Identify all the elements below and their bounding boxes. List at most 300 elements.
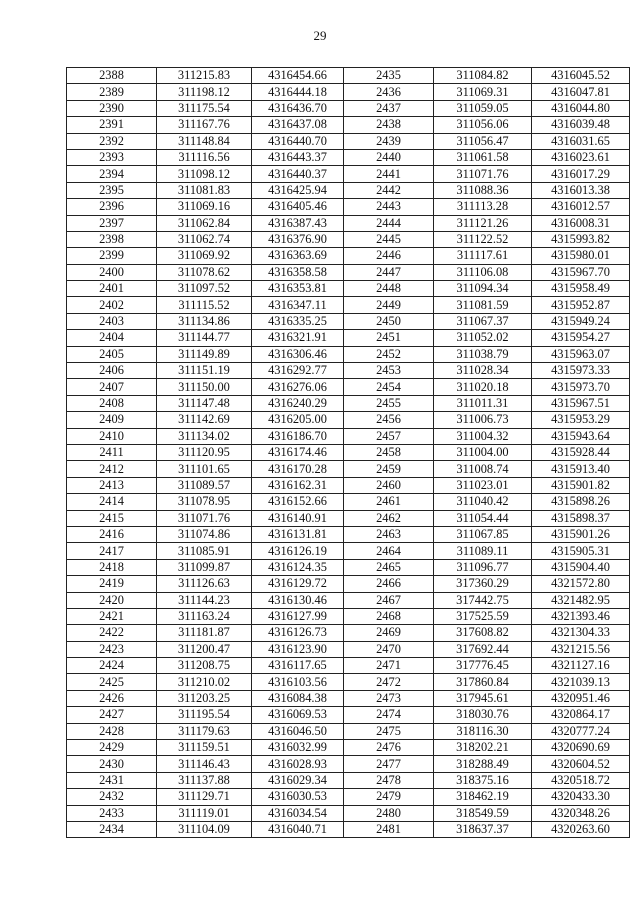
- x-coordinate-cell: 318375.16: [434, 772, 532, 788]
- table-row: [67, 313, 344, 329]
- x-coordinate-cell: 311122.52: [434, 231, 532, 247]
- x-coordinate-cell: 311061.58: [434, 149, 532, 165]
- point-number-cell: 2468: [344, 608, 434, 624]
- y-coordinate-cell: 4316405.46: [252, 199, 344, 215]
- point-number-cell: 2413: [67, 477, 157, 493]
- y-coordinate-cell: 4315954.27: [532, 330, 630, 346]
- table-row: [67, 756, 344, 772]
- x-coordinate-cell: 311179.63: [157, 723, 252, 739]
- x-coordinate-cell: 311119.01: [157, 805, 252, 821]
- x-coordinate-cell: 311038.79: [434, 346, 532, 362]
- point-number-cell: 2441: [344, 166, 434, 182]
- x-coordinate-cell: 311195.54: [157, 707, 252, 723]
- point-number-cell: 2479: [344, 789, 434, 805]
- x-coordinate-cell: 311117.61: [434, 248, 532, 264]
- point-number-cell: 2429: [67, 740, 157, 756]
- table-row: [67, 182, 344, 198]
- point-number-cell: 2395: [67, 182, 157, 198]
- point-number-cell: 2449: [344, 297, 434, 313]
- table-row: [67, 723, 344, 739]
- table-row: [344, 395, 630, 411]
- y-coordinate-cell: 4315913.40: [532, 461, 630, 477]
- y-coordinate-cell: 4320604.52: [532, 756, 630, 772]
- y-coordinate-cell: 4316044.80: [532, 100, 630, 116]
- x-coordinate-cell: 311151.19: [157, 363, 252, 379]
- point-number-cell: 2437: [344, 100, 434, 116]
- point-number-cell: 2411: [67, 444, 157, 460]
- point-number-cell: 2391: [67, 117, 157, 133]
- x-coordinate-cell: 311144.23: [157, 592, 252, 608]
- y-coordinate-cell: 4316031.65: [532, 133, 630, 149]
- x-coordinate-cell: 311084.82: [434, 68, 532, 84]
- x-coordinate-cell: 311104.09: [157, 821, 252, 837]
- x-coordinate-cell: 311062.74: [157, 231, 252, 247]
- y-coordinate-cell: 4315967.70: [532, 264, 630, 280]
- x-coordinate-cell: 311175.54: [157, 100, 252, 116]
- table-row: [67, 707, 344, 723]
- x-coordinate-cell: 318288.49: [434, 756, 532, 772]
- x-coordinate-cell: 311004.32: [434, 428, 532, 444]
- y-coordinate-cell: 4316240.29: [252, 395, 344, 411]
- y-coordinate-cell: 4316437.08: [252, 117, 344, 133]
- table-row: [67, 821, 344, 837]
- page-number: 29: [313, 28, 327, 43]
- y-coordinate-cell: 4316186.70: [252, 428, 344, 444]
- x-coordinate-cell: 311067.85: [434, 526, 532, 542]
- point-number-cell: 2407: [67, 379, 157, 395]
- point-number-cell: 2464: [344, 543, 434, 559]
- x-coordinate-cell: 311113.28: [434, 199, 532, 215]
- y-coordinate-cell: 4316129.72: [252, 576, 344, 592]
- table-row: [344, 805, 630, 821]
- point-number-cell: 2439: [344, 133, 434, 149]
- table-row: [344, 182, 630, 198]
- y-coordinate-cell: 4316123.90: [252, 641, 344, 657]
- y-coordinate-cell: 4316069.53: [252, 707, 344, 723]
- table-row: [344, 149, 630, 165]
- point-number-cell: 2446: [344, 248, 434, 264]
- x-coordinate-cell: 311088.36: [434, 182, 532, 198]
- table-row: [67, 363, 344, 379]
- point-number-cell: 2423: [67, 641, 157, 657]
- point-number-cell: 2414: [67, 494, 157, 510]
- y-coordinate-cell: 4321393.46: [532, 608, 630, 624]
- table-row: [67, 526, 344, 542]
- point-number-cell: 2408: [67, 395, 157, 411]
- table-row: [344, 281, 630, 297]
- y-coordinate-cell: 4315993.82: [532, 231, 630, 247]
- y-coordinate-cell: 4315943.64: [532, 428, 630, 444]
- y-coordinate-cell: 4316029.34: [252, 772, 344, 788]
- table-row: [67, 674, 344, 690]
- x-coordinate-cell: 311210.02: [157, 674, 252, 690]
- x-coordinate-cell: 311069.16: [157, 199, 252, 215]
- y-coordinate-cell: 4316425.94: [252, 182, 344, 198]
- table-row: [344, 821, 630, 837]
- table-row: [67, 346, 344, 362]
- y-coordinate-cell: 4316034.54: [252, 805, 344, 821]
- y-coordinate-cell: 4316013.38: [532, 182, 630, 198]
- x-coordinate-cell: 311167.76: [157, 117, 252, 133]
- x-coordinate-cell: 311078.62: [157, 264, 252, 280]
- x-coordinate-cell: 311120.95: [157, 444, 252, 460]
- y-coordinate-cell: 4315952.87: [532, 297, 630, 313]
- point-number-cell: 2475: [344, 723, 434, 739]
- table-row: [344, 231, 630, 247]
- table-row: [67, 199, 344, 215]
- point-number-cell: 2419: [67, 576, 157, 592]
- table-row: [344, 756, 630, 772]
- table-row: [344, 117, 630, 133]
- x-coordinate-cell: 318637.37: [434, 821, 532, 837]
- point-number-cell: 2450: [344, 313, 434, 329]
- x-coordinate-cell: 311028.34: [434, 363, 532, 379]
- y-coordinate-cell: 4316443.37: [252, 149, 344, 165]
- point-number-cell: 2467: [344, 592, 434, 608]
- point-number-cell: 2427: [67, 707, 157, 723]
- table-row: [344, 543, 630, 559]
- point-number-cell: 2476: [344, 740, 434, 756]
- x-coordinate-cell: 311056.06: [434, 117, 532, 133]
- y-coordinate-cell: 4316306.46: [252, 346, 344, 362]
- y-coordinate-cell: 4316117.65: [252, 658, 344, 674]
- point-number-cell: 2443: [344, 199, 434, 215]
- x-coordinate-cell: 311163.24: [157, 608, 252, 624]
- table-row: [344, 68, 630, 84]
- y-coordinate-cell: 4316047.81: [532, 84, 630, 100]
- point-number-cell: 2405: [67, 346, 157, 362]
- point-number-cell: 2418: [67, 559, 157, 575]
- point-number-cell: 2402: [67, 297, 157, 313]
- x-coordinate-cell: 311069.31: [434, 84, 532, 100]
- table-row: [67, 543, 344, 559]
- x-coordinate-cell: 311094.34: [434, 281, 532, 297]
- table-row: [344, 526, 630, 542]
- x-coordinate-cell: 311040.42: [434, 494, 532, 510]
- table-row: [344, 346, 630, 362]
- y-coordinate-cell: 4316103.56: [252, 674, 344, 690]
- x-coordinate-cell: 311074.86: [157, 526, 252, 542]
- table-row: [67, 248, 344, 264]
- point-number-cell: 2460: [344, 477, 434, 493]
- y-coordinate-cell: 4315949.24: [532, 313, 630, 329]
- point-number-cell: 2389: [67, 84, 157, 100]
- table-row: [67, 100, 344, 116]
- table-row: [344, 494, 630, 510]
- point-number-cell: 2474: [344, 707, 434, 723]
- table-row: [67, 297, 344, 313]
- coordinates-table-left: [66, 67, 344, 838]
- x-coordinate-cell: 311004.00: [434, 444, 532, 460]
- y-coordinate-cell: 4320518.72: [532, 772, 630, 788]
- x-coordinate-cell: 311148.84: [157, 133, 252, 149]
- table-row: [344, 428, 630, 444]
- point-number-cell: 2440: [344, 149, 434, 165]
- point-number-cell: 2434: [67, 821, 157, 837]
- table-row: [344, 199, 630, 215]
- x-coordinate-cell: 311101.65: [157, 461, 252, 477]
- point-number-cell: 2457: [344, 428, 434, 444]
- y-coordinate-cell: 4316170.28: [252, 461, 344, 477]
- point-number-cell: 2399: [67, 248, 157, 264]
- point-number-cell: 2445: [344, 231, 434, 247]
- table-row: [67, 231, 344, 247]
- point-number-cell: 2410: [67, 428, 157, 444]
- point-number-cell: 2421: [67, 608, 157, 624]
- table-row: [67, 625, 344, 641]
- point-number-cell: 2459: [344, 461, 434, 477]
- y-coordinate-cell: 4316126.19: [252, 543, 344, 559]
- table-row: [344, 723, 630, 739]
- point-number-cell: 2438: [344, 117, 434, 133]
- x-coordinate-cell: 311200.47: [157, 641, 252, 657]
- point-number-cell: 2472: [344, 674, 434, 690]
- table-row: [67, 559, 344, 575]
- x-coordinate-cell: 311096.77: [434, 559, 532, 575]
- table-row: [344, 641, 630, 657]
- y-coordinate-cell: 4316045.52: [532, 68, 630, 84]
- point-number-cell: 2462: [344, 510, 434, 526]
- y-coordinate-cell: 4321572.80: [532, 576, 630, 592]
- point-number-cell: 2390: [67, 100, 157, 116]
- x-coordinate-cell: 318030.76: [434, 707, 532, 723]
- point-number-cell: 2466: [344, 576, 434, 592]
- x-coordinate-cell: 311062.84: [157, 215, 252, 231]
- x-coordinate-cell: 317360.29: [434, 576, 532, 592]
- y-coordinate-cell: 4316387.43: [252, 215, 344, 231]
- point-number-cell: 2470: [344, 641, 434, 657]
- table-row: [67, 84, 344, 100]
- x-coordinate-cell: 311129.71: [157, 789, 252, 805]
- table-row: [344, 625, 630, 641]
- x-coordinate-cell: 311081.59: [434, 297, 532, 313]
- x-coordinate-cell: 311056.47: [434, 133, 532, 149]
- point-number-cell: 2428: [67, 723, 157, 739]
- y-coordinate-cell: 4316124.35: [252, 559, 344, 575]
- y-coordinate-cell: 4315898.26: [532, 494, 630, 510]
- x-coordinate-cell: 311198.12: [157, 84, 252, 100]
- point-number-cell: 2397: [67, 215, 157, 231]
- y-coordinate-cell: 4321127.16: [532, 658, 630, 674]
- x-coordinate-cell: 311069.92: [157, 248, 252, 264]
- y-coordinate-cell: 4316152.66: [252, 494, 344, 510]
- y-coordinate-cell: 4316440.37: [252, 166, 344, 182]
- y-coordinate-cell: 4315963.07: [532, 346, 630, 362]
- point-number-cell: 2454: [344, 379, 434, 395]
- table-row: [67, 510, 344, 526]
- y-coordinate-cell: 4316039.48: [532, 117, 630, 133]
- point-number-cell: 2465: [344, 559, 434, 575]
- x-coordinate-cell: 311126.63: [157, 576, 252, 592]
- point-number-cell: 2477: [344, 756, 434, 772]
- y-coordinate-cell: 4316454.66: [252, 68, 344, 84]
- point-number-cell: 2471: [344, 658, 434, 674]
- y-coordinate-cell: 4316205.00: [252, 412, 344, 428]
- x-coordinate-cell: 317776.45: [434, 658, 532, 674]
- y-coordinate-cell: 4315905.31: [532, 543, 630, 559]
- table-row: [344, 166, 630, 182]
- table-row: [67, 68, 344, 84]
- y-coordinate-cell: 4320348.26: [532, 805, 630, 821]
- point-number-cell: 2415: [67, 510, 157, 526]
- y-coordinate-cell: 4321482.95: [532, 592, 630, 608]
- point-number-cell: 2393: [67, 149, 157, 165]
- table-row: [344, 297, 630, 313]
- x-coordinate-cell: 311144.77: [157, 330, 252, 346]
- y-coordinate-cell: 4320864.17: [532, 707, 630, 723]
- table-row: [344, 313, 630, 329]
- x-coordinate-cell: 311081.83: [157, 182, 252, 198]
- table-row: [344, 248, 630, 264]
- table-row: [344, 674, 630, 690]
- x-coordinate-cell: 318549.59: [434, 805, 532, 821]
- table-row: [67, 789, 344, 805]
- table-row: [344, 559, 630, 575]
- y-coordinate-cell: 4316126.73: [252, 625, 344, 641]
- point-number-cell: 2416: [67, 526, 157, 542]
- point-number-cell: 2388: [67, 68, 157, 84]
- y-coordinate-cell: 4316363.69: [252, 248, 344, 264]
- y-coordinate-cell: 4316347.11: [252, 297, 344, 313]
- x-coordinate-cell: 311134.86: [157, 313, 252, 329]
- table-row: [67, 166, 344, 182]
- table-row: [344, 608, 630, 624]
- y-coordinate-cell: 4316353.81: [252, 281, 344, 297]
- x-coordinate-cell: 318202.21: [434, 740, 532, 756]
- x-coordinate-cell: 311159.51: [157, 740, 252, 756]
- table-row: [344, 444, 630, 460]
- x-coordinate-cell: 317608.82: [434, 625, 532, 641]
- point-number-cell: 2469: [344, 625, 434, 641]
- x-coordinate-cell: 311215.83: [157, 68, 252, 84]
- point-number-cell: 2433: [67, 805, 157, 821]
- y-coordinate-cell: 4316131.81: [252, 526, 344, 542]
- x-coordinate-cell: 311059.05: [434, 100, 532, 116]
- point-number-cell: 2430: [67, 756, 157, 772]
- point-number-cell: 2480: [344, 805, 434, 821]
- point-number-cell: 2401: [67, 281, 157, 297]
- x-coordinate-cell: 311208.75: [157, 658, 252, 674]
- y-coordinate-cell: 4315898.37: [532, 510, 630, 526]
- y-coordinate-cell: 4315901.26: [532, 526, 630, 542]
- y-coordinate-cell: 4316140.91: [252, 510, 344, 526]
- x-coordinate-cell: 317860.84: [434, 674, 532, 690]
- y-coordinate-cell: 4316162.31: [252, 477, 344, 493]
- y-coordinate-cell: 4316321.91: [252, 330, 344, 346]
- point-number-cell: 2404: [67, 330, 157, 346]
- y-coordinate-cell: 4316023.61: [532, 149, 630, 165]
- x-coordinate-cell: 311098.12: [157, 166, 252, 182]
- y-coordinate-cell: 4321215.56: [532, 641, 630, 657]
- point-number-cell: 2478: [344, 772, 434, 788]
- y-coordinate-cell: 4315973.33: [532, 363, 630, 379]
- y-coordinate-cell: 4316008.31: [532, 215, 630, 231]
- point-number-cell: 2417: [67, 543, 157, 559]
- table-row: [344, 477, 630, 493]
- table-row: [344, 707, 630, 723]
- table-row: [67, 379, 344, 395]
- table-row: [344, 215, 630, 231]
- y-coordinate-cell: 4316376.90: [252, 231, 344, 247]
- table-row: [344, 592, 630, 608]
- y-coordinate-cell: 4316127.99: [252, 608, 344, 624]
- point-number-cell: 2451: [344, 330, 434, 346]
- table-row: [67, 592, 344, 608]
- table-row: [67, 494, 344, 510]
- y-coordinate-cell: 4315901.82: [532, 477, 630, 493]
- point-number-cell: 2444: [344, 215, 434, 231]
- table-row: [67, 461, 344, 477]
- point-number-cell: 2447: [344, 264, 434, 280]
- point-number-cell: 2481: [344, 821, 434, 837]
- point-number-cell: 2426: [67, 690, 157, 706]
- point-number-cell: 2436: [344, 84, 434, 100]
- table-row: [67, 608, 344, 624]
- table-row: [67, 772, 344, 788]
- point-number-cell: 2412: [67, 461, 157, 477]
- table-row: [67, 215, 344, 231]
- point-number-cell: 2396: [67, 199, 157, 215]
- x-coordinate-cell: 311116.56: [157, 149, 252, 165]
- table-row: [344, 772, 630, 788]
- table-row: [344, 576, 630, 592]
- table-row: [344, 690, 630, 706]
- table-row: [344, 658, 630, 674]
- table-row: [344, 379, 630, 395]
- point-number-cell: 2420: [67, 592, 157, 608]
- table-row: [67, 412, 344, 428]
- y-coordinate-cell: 4316174.46: [252, 444, 344, 460]
- x-coordinate-cell: 317692.44: [434, 641, 532, 657]
- x-coordinate-cell: 311089.11: [434, 543, 532, 559]
- x-coordinate-cell: 317442.75: [434, 592, 532, 608]
- x-coordinate-cell: 311078.95: [157, 494, 252, 510]
- y-coordinate-cell: 4315980.01: [532, 248, 630, 264]
- x-coordinate-cell: 311146.43: [157, 756, 252, 772]
- x-coordinate-cell: 311137.88: [157, 772, 252, 788]
- y-coordinate-cell: 4316276.06: [252, 379, 344, 395]
- point-number-cell: 2392: [67, 133, 157, 149]
- y-coordinate-cell: 4316030.53: [252, 789, 344, 805]
- x-coordinate-cell: 311006.73: [434, 412, 532, 428]
- point-number-cell: 2452: [344, 346, 434, 362]
- y-coordinate-cell: 4315928.44: [532, 444, 630, 460]
- x-coordinate-cell: 318462.19: [434, 789, 532, 805]
- x-coordinate-cell: 311020.18: [434, 379, 532, 395]
- point-number-cell: 2453: [344, 363, 434, 379]
- x-coordinate-cell: 311134.02: [157, 428, 252, 444]
- table-row: [67, 395, 344, 411]
- table-row: [344, 330, 630, 346]
- x-coordinate-cell: 311071.76: [434, 166, 532, 182]
- table-row: [344, 789, 630, 805]
- point-number-cell: 2435: [344, 68, 434, 84]
- x-coordinate-cell: 311054.44: [434, 510, 532, 526]
- point-number-cell: 2442: [344, 182, 434, 198]
- x-coordinate-cell: 311106.08: [434, 264, 532, 280]
- table-row: [344, 510, 630, 526]
- y-coordinate-cell: 4316046.50: [252, 723, 344, 739]
- y-coordinate-cell: 4316436.70: [252, 100, 344, 116]
- table-row: [344, 412, 630, 428]
- x-coordinate-cell: 311203.25: [157, 690, 252, 706]
- y-coordinate-cell: 4320690.69: [532, 740, 630, 756]
- y-coordinate-cell: 4316444.18: [252, 84, 344, 100]
- y-coordinate-cell: 4320777.24: [532, 723, 630, 739]
- point-number-cell: 2455: [344, 395, 434, 411]
- table-row: [67, 641, 344, 657]
- x-coordinate-cell: 311008.74: [434, 461, 532, 477]
